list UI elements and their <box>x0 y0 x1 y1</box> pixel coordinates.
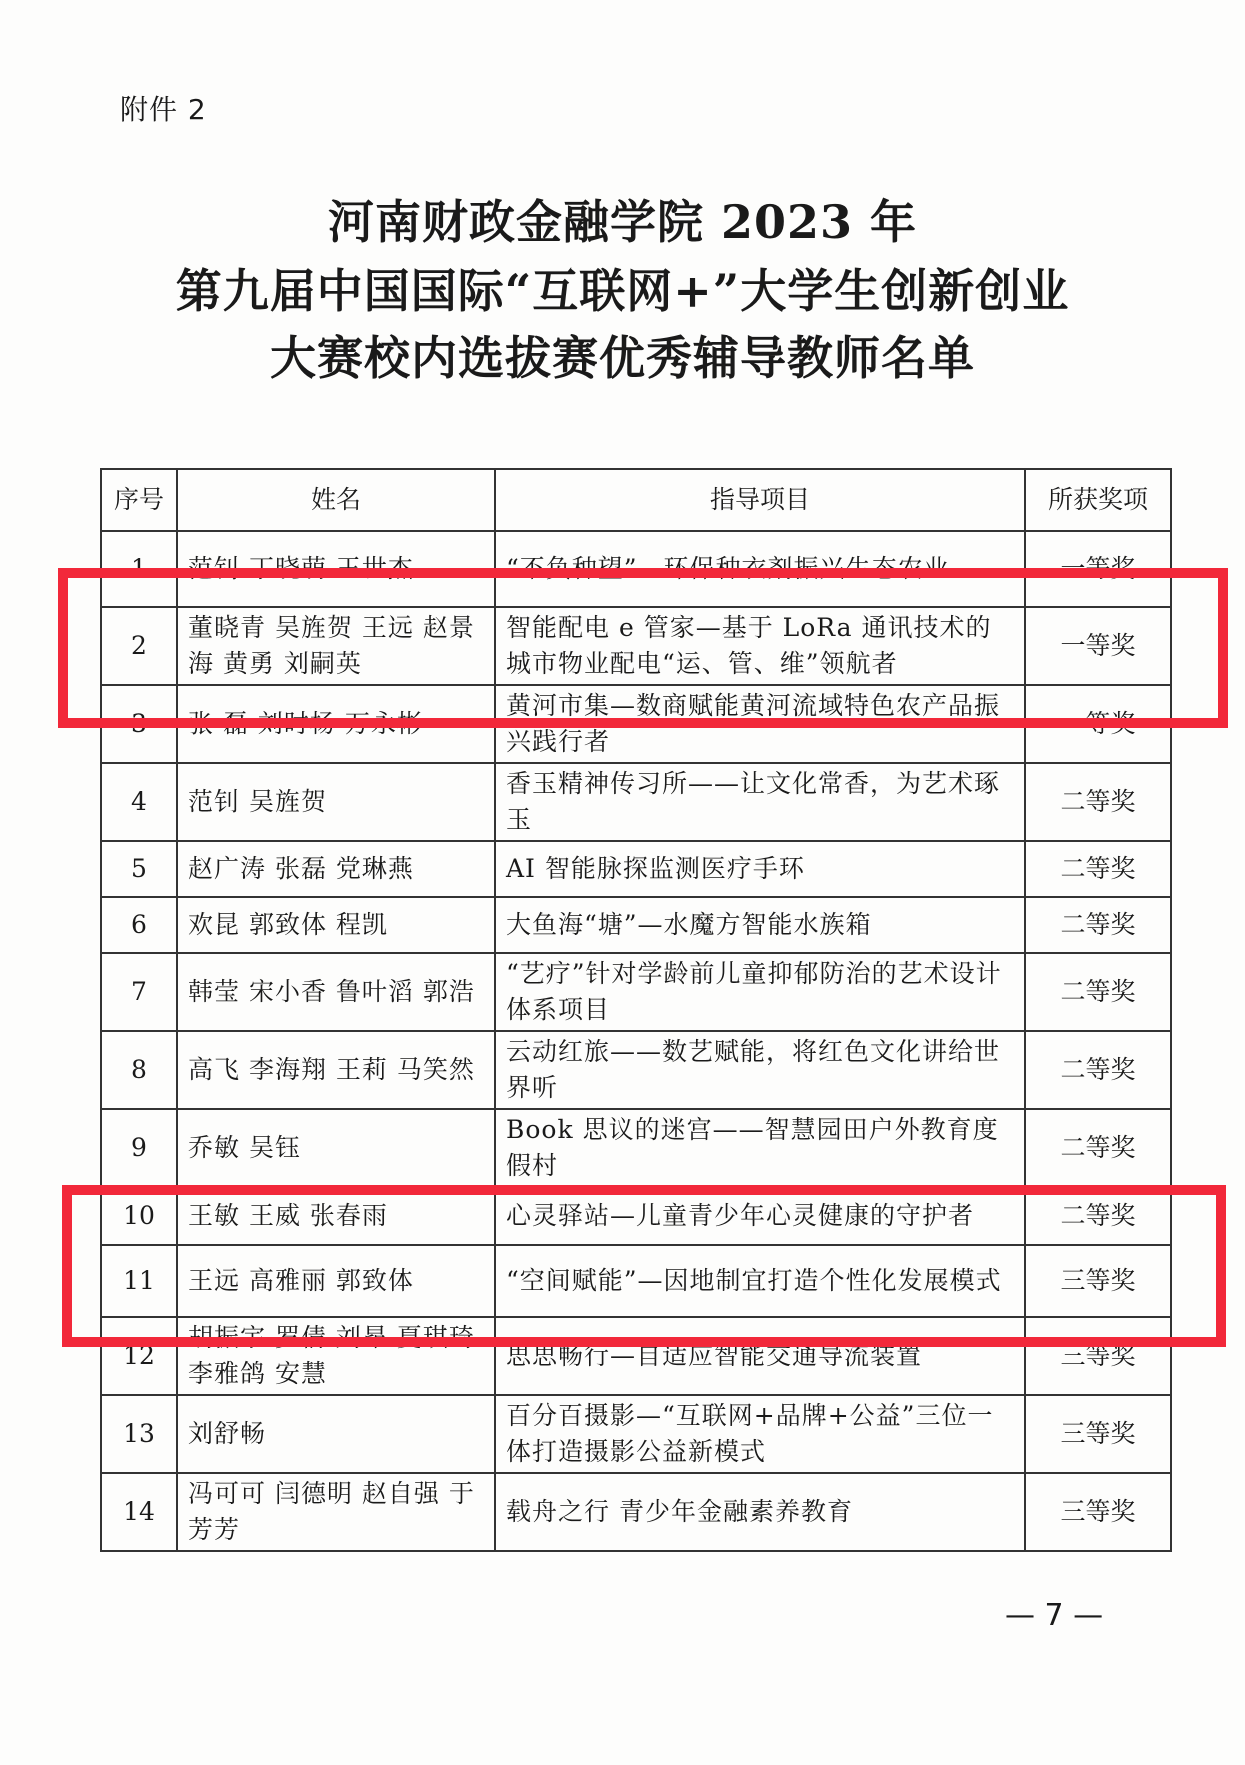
row-number: 9 <box>101 1109 177 1187</box>
title-line-2: 第九届中国国际“互联网+”大学生创新创业 <box>175 264 1070 318</box>
row-project: 心灵驿站—儿童青少年心灵健康的守护者 <box>495 1187 1025 1245</box>
table-row <box>101 897 1171 953</box>
table-row <box>101 1187 1171 1245</box>
row-names: 韩莹 宋小香 鲁叶滔 郭浩 <box>177 953 495 1031</box>
row-number: 14 <box>101 1473 177 1551</box>
row-number: 11 <box>101 1245 177 1317</box>
row-project: 百分百摄影—“互联网+品牌+公益”三位一体打造摄影公益新模式 <box>495 1395 1025 1473</box>
header-number: 序号 <box>101 469 177 531</box>
row-number: 7 <box>101 953 177 1031</box>
row-award: 二等奖 <box>1025 897 1171 953</box>
row-award: 一等奖 <box>1025 685 1171 763</box>
row-names: 欢昆 郭致体 程凯 <box>177 897 495 953</box>
row-project: “不负种望”—环保种衣剂振兴生态农业 <box>495 531 1025 607</box>
row-names: 冯可可 闫德明 赵自强 于芳芳 <box>177 1473 495 1551</box>
row-number: 5 <box>101 841 177 897</box>
row-award: 二等奖 <box>1025 841 1171 897</box>
table-row <box>101 1031 1171 1109</box>
row-project: “艺疗”针对学龄前儿童抑郁防治的艺术设计体系项目 <box>495 953 1025 1031</box>
row-award: 三等奖 <box>1025 1317 1171 1395</box>
table-row <box>101 531 1171 607</box>
row-award: 三等奖 <box>1025 1245 1171 1317</box>
row-number: 2 <box>101 607 177 685</box>
table-row <box>101 1109 1171 1187</box>
table-row <box>101 1317 1171 1395</box>
header-project: 指导项目 <box>495 469 1025 531</box>
row-award: 三等奖 <box>1025 1395 1171 1473</box>
row-names: 张 磊 刘时杨 万永彬 <box>177 685 495 763</box>
table-row <box>101 607 1171 685</box>
row-number: 4 <box>101 763 177 841</box>
page-number: — 7 — <box>1005 1598 1104 1633</box>
row-project: 云动红旅——数艺赋能，将红色文化讲给世界听 <box>495 1031 1025 1109</box>
row-project: 黄河市集—数商赋能黄河流域特色农产品振兴践行者 <box>495 685 1025 763</box>
header-name: 姓名 <box>177 469 495 531</box>
row-award: 二等奖 <box>1025 763 1171 841</box>
row-award: 一等奖 <box>1025 531 1171 607</box>
table-header-row <box>101 469 1171 531</box>
teacher-award-table <box>100 468 1172 1552</box>
header-award: 所获奖项 <box>1025 469 1171 531</box>
row-project: 载舟之行 青少年金融素养教育 <box>495 1473 1025 1551</box>
row-number: 8 <box>101 1031 177 1109</box>
row-number: 3 <box>101 685 177 763</box>
row-number: 13 <box>101 1395 177 1473</box>
row-award: 一等奖 <box>1025 607 1171 685</box>
row-award: 三等奖 <box>1025 1473 1171 1551</box>
title-line-1: 河南财政金融学院 2023 年 <box>327 195 918 249</box>
table-row <box>101 1473 1171 1551</box>
row-number: 1 <box>101 531 177 607</box>
row-project: 大鱼海“塘”—水魔方智能水族箱 <box>495 897 1025 953</box>
row-names: 范钊 吴旌贺 <box>177 763 495 841</box>
table-row <box>101 1245 1171 1317</box>
table-row <box>101 763 1171 841</box>
row-award: 二等奖 <box>1025 1031 1171 1109</box>
row-project: AI 智能脉探监测医疗手环 <box>495 841 1025 897</box>
row-project: Book 思议的迷宫——智慧园田户外教育度假村 <box>495 1109 1025 1187</box>
row-names: 王敏 王威 张春雨 <box>177 1187 495 1245</box>
row-award: 二等奖 <box>1025 953 1171 1031</box>
attachment-label: 附件 2 <box>120 93 207 126</box>
table-row <box>101 1395 1171 1473</box>
row-award: 二等奖 <box>1025 1187 1171 1245</box>
title-line-3: 大赛校内选拔赛优秀辅导教师名单 <box>270 331 975 385</box>
row-names: 范钊 丁晓萌 王世杰 <box>177 531 495 607</box>
row-project: “空间赋能”—因地制宜打造个性化发展模式 <box>495 1245 1025 1317</box>
row-project: 思思畅行—自适应智能交通导流装置 <box>495 1317 1025 1395</box>
table-row <box>101 685 1171 763</box>
row-number: 12 <box>101 1317 177 1395</box>
table-row <box>101 953 1171 1031</box>
row-names: 乔敏 吴钰 <box>177 1109 495 1187</box>
row-award: 二等奖 <box>1025 1109 1171 1187</box>
row-names: 赵广涛 张磊 党琳燕 <box>177 841 495 897</box>
table-row <box>101 841 1171 897</box>
row-names: 胡振宇 罗倩 刘昂 夏琪琦 李雅鸽 安慧 <box>177 1317 495 1395</box>
row-project: 智能配电 e 管家—基于 LoRa 通讯技术的城市物业配电“运、管、维”领航者 <box>495 607 1025 685</box>
row-names: 高飞 李海翔 王莉 马笑然 <box>177 1031 495 1109</box>
row-number: 10 <box>101 1187 177 1245</box>
row-names: 王远 高雅丽 郭致体 <box>177 1245 495 1317</box>
row-names: 董晓青 吴旌贺 王远 赵景海 黄勇 刘嗣英 <box>177 607 495 685</box>
row-names: 刘舒畅 <box>177 1395 495 1473</box>
row-number: 6 <box>101 897 177 953</box>
row-project: 香玉精神传习所——让文化常香，为艺术琢玉 <box>495 763 1025 841</box>
